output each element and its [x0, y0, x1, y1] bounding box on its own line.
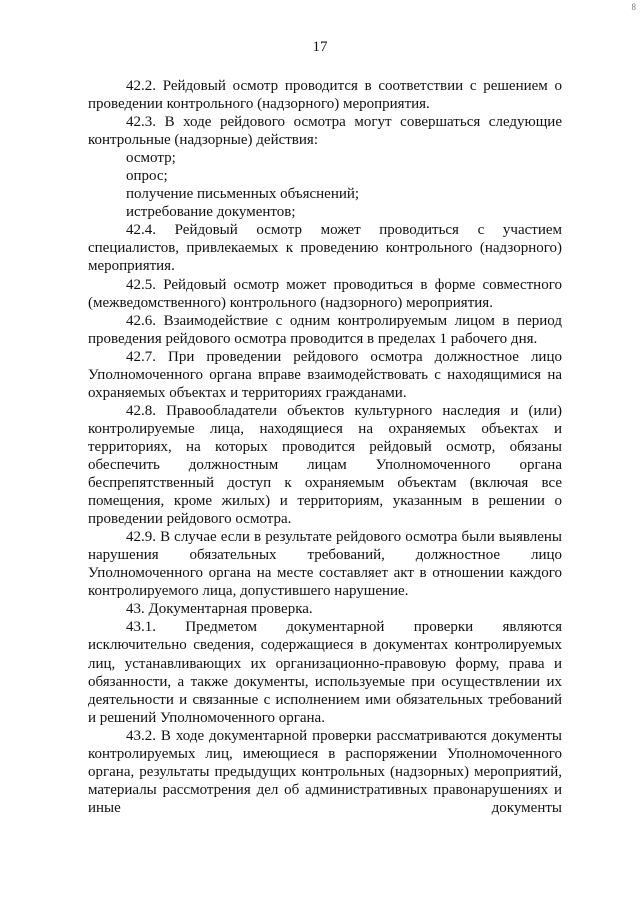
paragraph-42-6: 42.6. Взаимодействие с одним контролируемым лицом в период проведения рейдового осмотра проводится в пределах 1 рабочего дня. — [88, 312, 562, 347]
paragraph-42-8: 42.8. Правообладатели объектов культурного наследия и (или) контролируемые лица, находящиеся на охраняемых объектах и территориях, на которых проводится рейдовый осмотр, обязаны обеспечить должностным лицам Уполномоченного органа беспрепятственный доступ к охраняемым объектам (включая все помещения, кроме жилых) и территориям, указанным в решении о проведении рейдового осмотра. — [88, 402, 562, 528]
paragraph-42-2: 42.2. Рейдовый осмотр проводится в соответствии с решением о проведении контрольного (надзорного) мероприятия. — [88, 78, 562, 113]
paragraph-43-2: 43.2. В ходе документарной проверки рассматриваются документы контролируемых лиц, имеющиеся в распоряжении Уполномоченного органа, результаты предыдущих контрольных (надзорных) мероприятий, материалы рассмотрения дел об административных правонарушениях и иные документы — [88, 727, 562, 816]
corner-mark: 8 — [631, 2, 636, 12]
paragraph-42-3: 42.3. В ходе рейдового осмотра могут совершаться следующие контрольные (надзорные) действия: — [88, 114, 562, 149]
list-item-written-explanations: получение письменных объяснений; — [126, 186, 360, 203]
list-item-survey: опрос; — [126, 168, 168, 185]
paragraph-42-4: 42.4. Рейдовый осмотр может проводиться с участием специалистов, привлекаемых к проведению контрольного (надзорного) мероприятия. — [88, 222, 562, 275]
section-43-heading: 43. Документарная проверка. — [126, 601, 313, 618]
page-number: 17 — [312, 39, 328, 55]
document-body — [88, 77, 562, 817]
paragraph-42-9: 42.9. В случае если в результате рейдового осмотра были выявлены нарушения обязательных требований, должностное лицо Уполномоченного органа на месте составляет акт в отношении каждого контролируемого лица, допустившего нарушение. — [88, 529, 562, 600]
paragraph-43-1: 43.1. Предметом документарной проверки являются исключительно сведения, содержащиеся в документах контролируемых лиц, устанавливающих их организационно-правовую форму, права и обязанности, а также документы, используемые при осуществлении их деятельности и связанные с исполнением ими обязательных требований и решений Уполномоченного органа. — [88, 619, 562, 726]
list-item-document-request: истребование документов; — [126, 204, 296, 221]
paragraph-42-5: 42.5. Рейдовый осмотр может проводиться в форме совместного (межведомственного) контрольного (надзорного) мероприятия. — [88, 276, 562, 311]
paragraph-42-7: 42.7. При проведении рейдового осмотра должностное лицо Уполномоченного органа вправе взаимодействовать с находящимися на охраняемых объектах и территориях гражданами. — [88, 348, 562, 401]
list-item-inspection: осмотр; — [126, 150, 176, 167]
